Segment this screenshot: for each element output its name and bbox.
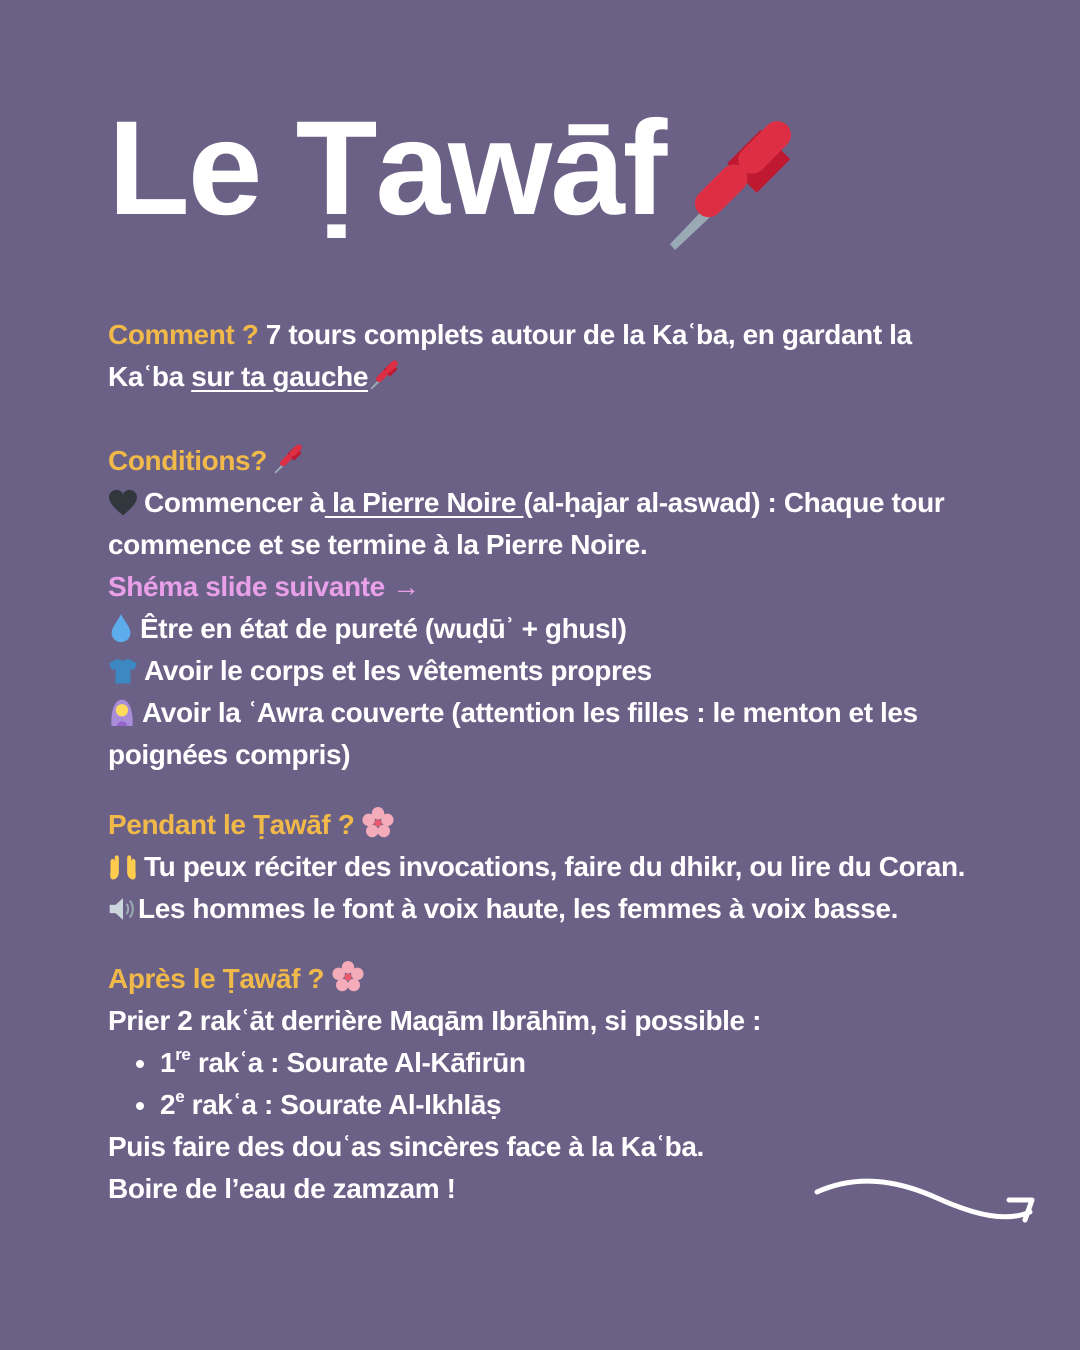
pendant-text: Les hommes le font à voix haute, les femmes à voix basse. — [138, 893, 898, 924]
rakat-text: rakʿa : Sourate Al-Kāfirūn — [190, 1047, 526, 1078]
comment-heading: Comment ? — [108, 319, 259, 350]
page-title: Le Ṭawāf — [108, 94, 666, 243]
conditions-heading-line — [108, 440, 988, 482]
schema-next-slide-link[interactable]: Shéma slide suivante → — [108, 571, 420, 602]
condition-black-stone — [108, 482, 988, 524]
apres-heading: Après le Ṭawāf ? — [108, 963, 325, 994]
apres-intro: Prier 2 rakʿāt derrière Maqām Ibrāhīm, si possible : — [108, 1005, 762, 1036]
condition-awra-2: poignées compris) — [108, 739, 351, 770]
condition-text: Être en état de pureté (wuḍūʾ + ghusl) — [140, 613, 627, 644]
curved-arrow-icon[interactable] — [812, 1172, 1042, 1232]
condition-black-stone-2: commence et se termine à la Pierre Noire. — [108, 529, 648, 560]
rakat-ordinal: re — [175, 1045, 191, 1064]
speaker-icon — [108, 895, 138, 923]
pendant-text: Tu peux réciter des invocations, faire du dhikr, ou lire du Coran. — [144, 851, 966, 882]
condition-text: Commencer à — [144, 487, 325, 518]
pendant-item-voice — [108, 888, 988, 930]
woman-headscarf-icon — [108, 697, 136, 727]
comment-text-2: Kaʿba — [108, 361, 192, 392]
left-side-underline: sur ta gauche — [191, 361, 369, 392]
pendant-heading: Pendant le Ṭawāf ? — [108, 809, 355, 840]
list-item — [108, 1084, 988, 1126]
comment-line-1 — [108, 314, 988, 356]
condition-text: Avoir la ʿAwra couverte (attention les filles : le menton et les — [142, 697, 918, 728]
black-stone-underline: la Pierre Noire — [324, 487, 524, 518]
pendant-heading-line — [108, 804, 988, 846]
pendant-item-invocations — [108, 846, 988, 888]
condition-purity — [108, 608, 988, 650]
list-item — [108, 1042, 988, 1084]
apres-douas: Puis faire des douʿas sincères face à la Kaʿba. — [108, 1131, 704, 1162]
comment-text: 7 tours complets autour de la Kaʿba, en gardant la — [258, 319, 912, 350]
pushpin-icon — [668, 110, 810, 252]
rakat-text: rakʿa : Sourate Al-Ikhlāṣ — [184, 1089, 502, 1120]
condition-text-cont: (al-ḥajar al-aswad) : Chaque tour — [523, 487, 945, 518]
cherry-blossom-icon — [332, 961, 364, 993]
cherry-blossom-icon — [362, 807, 394, 839]
tshirt-icon — [108, 657, 138, 685]
rakat-number: 1 — [160, 1047, 176, 1078]
apres-heading-line — [108, 958, 988, 1000]
condition-text: Avoir le corps et les vêtements propres — [144, 655, 652, 686]
droplet-icon — [108, 613, 134, 643]
rakat-list — [108, 1042, 988, 1126]
raised-hands-icon — [108, 853, 138, 881]
condition-awra — [108, 692, 988, 734]
rakat-number: 2 — [160, 1089, 176, 1120]
comment-line-2 — [108, 356, 988, 398]
conditions-heading: Conditions? — [108, 445, 267, 476]
pushpin-icon — [274, 442, 306, 474]
content — [108, 314, 988, 1210]
black-heart-icon — [108, 489, 138, 517]
rakat-ordinal: e — [175, 1087, 185, 1106]
condition-clean-clothes — [108, 650, 988, 692]
apres-zamzam: Boire de l’eau de zamzam ! — [108, 1173, 456, 1204]
pushpin-icon — [370, 358, 402, 390]
